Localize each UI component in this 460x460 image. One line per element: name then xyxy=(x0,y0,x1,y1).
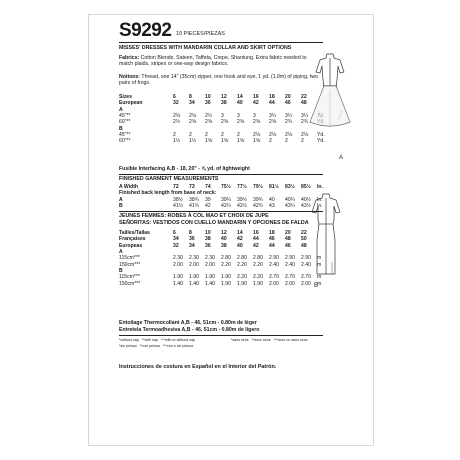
view-label: B xyxy=(119,267,123,274)
cell: 1.90 xyxy=(221,274,231,281)
cell: 39¾ xyxy=(253,196,263,203)
row-label: 45"** xyxy=(119,113,131,120)
cell: 2¾ xyxy=(285,119,293,126)
cell: 42 xyxy=(253,242,259,249)
french-title: JEUNES FEMMES: ROBES À COL MAO ET CHOIX DE JUPE xyxy=(119,213,269,219)
cell: 42¾ xyxy=(253,203,263,210)
cell: 40 xyxy=(221,236,227,243)
cell: 14 xyxy=(237,94,243,101)
cell: 3¼ xyxy=(301,113,309,120)
cell: 2 xyxy=(173,131,176,138)
cell: 8 xyxy=(189,94,192,101)
cell: 2 xyxy=(205,131,208,138)
cell: 1.90 xyxy=(205,274,215,281)
cell: 39½ xyxy=(237,196,247,203)
note: ***con o sin pelusa xyxy=(162,344,193,348)
cell: 2.00 xyxy=(269,280,279,287)
length-row xyxy=(119,203,323,209)
cell: 72 xyxy=(173,184,179,191)
cell: 2.00 xyxy=(301,280,311,287)
row-label: Françaises xyxy=(119,236,146,243)
cell: 38 xyxy=(205,236,211,243)
cell: 20 xyxy=(285,230,291,237)
cell: 2.90 xyxy=(301,255,311,262)
cell: 20 xyxy=(285,94,291,101)
unit: In. xyxy=(317,196,323,203)
cell: 2⅝ xyxy=(237,119,245,126)
note: **con pelusa xyxy=(139,344,160,348)
tailles-row xyxy=(119,230,321,236)
unit: m xyxy=(317,255,322,262)
cell: 2.20 xyxy=(253,274,263,281)
cell: 16 xyxy=(253,94,259,101)
cell: 48 xyxy=(301,100,307,107)
cell: 1.40 xyxy=(205,280,215,287)
yardage-table xyxy=(119,94,325,144)
cell: 40 xyxy=(237,242,243,249)
cell: 40¼ xyxy=(285,196,295,203)
cell: 2 xyxy=(237,131,240,138)
row-label: European xyxy=(119,100,143,107)
cell: 40 xyxy=(237,100,243,107)
cell: 2.40 xyxy=(269,261,279,268)
cell: 2 xyxy=(221,131,224,138)
cell: 12 xyxy=(221,94,227,101)
view-a-dress-illustration xyxy=(300,50,360,150)
finished-heading: FINISHED GARMENT MEASUREMENTS xyxy=(119,176,219,182)
row-label: Sizes xyxy=(119,94,133,101)
notions-label: Notions: xyxy=(119,74,141,80)
cell: 22 xyxy=(301,230,307,237)
cell: 2.90 xyxy=(269,255,279,262)
note: *sin pelusa xyxy=(119,344,137,348)
cell: 39¼ xyxy=(221,196,231,203)
row-label: A Width xyxy=(119,184,139,191)
cell: 1½ xyxy=(173,138,181,145)
divider xyxy=(119,335,323,336)
cell: 77½ xyxy=(237,184,247,191)
cell: 3 xyxy=(237,113,240,120)
cell: 34 xyxy=(189,242,195,249)
cell: 40 xyxy=(269,196,275,203)
cell: 2.20 xyxy=(253,261,263,268)
cell: 39 xyxy=(205,196,211,203)
entretela-line: Entretela Termoadhesiva A,B - 46, 51cm - 0.80m de ligero xyxy=(119,327,260,333)
fusible-interfacing: Fusible Interfacing A,B - 18, 20" - ⅝ yd. of lightweight xyxy=(119,166,250,172)
row-label: 115cm*** xyxy=(119,274,140,281)
cell: 1⅝ xyxy=(221,138,229,145)
metric-row xyxy=(119,280,321,286)
cell: 2.70 xyxy=(269,274,279,281)
unit: In. xyxy=(317,184,323,191)
spanish-title: SEÑORITAS: VESTIDOS CON CUELLO MANDARIN Y OPCIONES DE FALDA xyxy=(119,220,309,226)
cell: 2 xyxy=(285,138,288,145)
cell: 50 xyxy=(301,236,307,243)
cell: 18 xyxy=(269,230,275,237)
cell: 43½ xyxy=(301,203,311,210)
cell: 1½ xyxy=(189,138,197,145)
view-label: A xyxy=(119,249,123,256)
cell: 1.40 xyxy=(173,280,183,287)
divider xyxy=(119,42,323,43)
cell: 2.40 xyxy=(301,261,311,268)
metric-yardage-table xyxy=(119,230,321,287)
view-label: B xyxy=(119,125,123,132)
row-label: 60"** xyxy=(119,138,131,145)
view-b-dress-illustration xyxy=(304,190,348,280)
nap-notes-spanish xyxy=(119,344,193,348)
cell: 32 xyxy=(173,242,179,249)
cell: 18 xyxy=(269,94,275,101)
cell: 3 xyxy=(221,113,224,120)
cell: 32 xyxy=(173,100,179,107)
cell: 6 xyxy=(173,230,176,237)
view-a-label: A xyxy=(339,155,344,161)
cell: 1.90 xyxy=(189,274,199,281)
cell: 44 xyxy=(269,242,275,249)
note: **with nap xyxy=(141,338,158,342)
unit: m xyxy=(317,280,322,287)
cell: 2.20 xyxy=(221,261,231,268)
divider xyxy=(119,211,323,212)
cell: 2⅛ xyxy=(173,113,181,120)
unit: Yd. xyxy=(317,138,325,145)
cell: 48 xyxy=(301,242,307,249)
cell: 14 xyxy=(237,230,243,237)
cell: 2½ xyxy=(173,119,181,126)
cell: 16 xyxy=(253,230,259,237)
cell: 74 xyxy=(205,184,211,191)
view-b-label: B xyxy=(314,283,319,289)
fabrics-section xyxy=(119,55,319,67)
cell: 3 xyxy=(253,113,256,120)
cell: 2.00 xyxy=(285,280,295,287)
cell: 48 xyxy=(285,236,291,243)
cell: 38½ xyxy=(173,196,183,203)
cell: 42 xyxy=(237,236,243,243)
divider xyxy=(119,174,323,175)
cell: 2.70 xyxy=(301,274,311,281)
view-label: A xyxy=(119,106,123,113)
unit: m xyxy=(317,274,322,281)
cell: 2.80 xyxy=(237,255,247,262)
row-label: 115cm*** xyxy=(119,255,140,262)
pattern-title: MISSES' DRESSES WITH MANDARIN COLLAR AND SKIRT OPTIONS xyxy=(119,45,292,51)
cell: 83½ xyxy=(285,184,295,191)
yardage-row xyxy=(119,138,325,144)
cell: 43 xyxy=(269,203,275,210)
cell: 1⅝ xyxy=(253,138,261,145)
finished-measurements-table xyxy=(119,184,323,209)
note: *sans sens xyxy=(231,338,249,342)
cell: 2 xyxy=(269,138,272,145)
notions-section xyxy=(119,74,319,86)
cell: 34 xyxy=(189,100,195,107)
cell: 1.90 xyxy=(173,274,183,281)
cell: 2.20 xyxy=(237,274,247,281)
cell: 2 xyxy=(189,131,192,138)
cell: 3¼ xyxy=(285,113,293,120)
cell: 3¼ xyxy=(269,113,277,120)
cell: 42 xyxy=(253,100,259,107)
cell: 2.90 xyxy=(285,255,295,262)
row-label: B xyxy=(119,203,123,210)
pattern-number: S9292 xyxy=(119,20,172,41)
cell: 42½ xyxy=(237,203,247,210)
cell: 46 xyxy=(285,100,291,107)
cell: 2.00 xyxy=(205,261,215,268)
cell: 2⅝ xyxy=(189,119,197,126)
cell: 1⅝ xyxy=(237,138,245,145)
cell: 2.30 xyxy=(173,255,183,262)
cell: 2 xyxy=(301,138,304,145)
cell: 44 xyxy=(269,100,275,107)
cell: 42¼ xyxy=(221,203,231,210)
cell: 43¼ xyxy=(285,203,295,210)
cell: 2⅝ xyxy=(205,119,213,126)
cell: 2⅛ xyxy=(301,131,309,138)
cell: 2.00 xyxy=(189,261,199,268)
fabrics-label: Fabrics: xyxy=(119,55,140,61)
row-label: Tailles/Tallas xyxy=(119,230,150,237)
cell: 2.80 xyxy=(221,255,231,262)
entoilage-line: Entoilage Thermocollant A,B - 46, 51cm - 0.80m de léger xyxy=(119,320,257,326)
cell: 41¾ xyxy=(189,203,199,210)
cell: 1⅝ xyxy=(205,138,213,145)
cell: 2.80 xyxy=(253,255,263,262)
unit: In. xyxy=(317,203,323,210)
cell: 36 xyxy=(189,236,195,243)
row-label: 60"** xyxy=(119,119,131,126)
cell: 2.30 xyxy=(205,255,215,262)
cell: 44 xyxy=(253,236,259,243)
cell: 2⅛ xyxy=(269,131,277,138)
cell: 10 xyxy=(205,94,211,101)
cell: 2.40 xyxy=(285,261,295,268)
row-label: 45"** xyxy=(119,131,131,138)
row-label: Europeas xyxy=(119,242,143,249)
cell: 38 xyxy=(221,100,227,107)
note: **avec sens xyxy=(251,338,271,342)
notions-text: Thread, one 14" (35cm) zipper, one hook and eye, 1 yd. (1.0m) of piping, two pairs of frogs. xyxy=(119,74,318,87)
cell: 22 xyxy=(301,94,307,101)
cell: 1.90 xyxy=(221,280,231,287)
cell: 10 xyxy=(205,230,211,237)
cell: 38 xyxy=(221,242,227,249)
cell: 2½ xyxy=(205,113,213,120)
cell: 2.30 xyxy=(189,255,199,262)
note: ***with or without nap xyxy=(160,338,196,342)
note: ***avec ou sans sens xyxy=(273,338,308,342)
row-label: 150cm*** xyxy=(119,280,141,287)
cell: 2⅝ xyxy=(221,119,229,126)
pieces-count: 10 PIECES/PIEZAS xyxy=(176,31,225,37)
cell: 81½ xyxy=(269,184,279,191)
cell: 2⅛ xyxy=(189,113,197,120)
unit: m xyxy=(317,261,322,268)
cell: 1.40 xyxy=(189,280,199,287)
row-label: 150cm*** xyxy=(119,261,141,268)
cell: 2⅛ xyxy=(285,131,293,138)
fabrics-text: Cotton Blends, Sateen, Taffeta, Crepe, Shantung. Extra fabric needed to match plaids, stripes or one-way design fabrics. xyxy=(119,55,307,68)
unit: Yd. xyxy=(317,131,325,138)
cell: 46 xyxy=(269,236,275,243)
cell: 79½ xyxy=(253,184,263,191)
cell: 2.00 xyxy=(173,261,183,268)
cell: 42 xyxy=(205,203,211,210)
spanish-instructions-note: Instrucciones de costura en Español en el Interior del Patrón. xyxy=(119,364,277,370)
cell: 2¾ xyxy=(301,119,309,126)
cell: 41½ xyxy=(173,203,183,210)
cell: 6 xyxy=(173,94,176,101)
cell: 36 xyxy=(205,242,211,249)
cell: 38¾ xyxy=(189,196,199,203)
back-length-label: Finished back length from base of neck: xyxy=(119,190,217,197)
cell: 1.90 xyxy=(253,280,263,287)
cell: 34 xyxy=(173,236,179,243)
cell: 2⅛ xyxy=(253,131,261,138)
row-label: A xyxy=(119,196,123,203)
cell: 85½ xyxy=(301,184,311,191)
cell: 12 xyxy=(221,230,227,237)
cell: 75½ xyxy=(221,184,231,191)
cell: 40½ xyxy=(301,196,311,203)
nap-notes-english xyxy=(119,338,195,342)
cell: 8 xyxy=(189,230,192,237)
cell: 46 xyxy=(285,242,291,249)
note: *without nap xyxy=(119,338,139,342)
cell: 1.90 xyxy=(237,280,247,287)
cell: 2⅝ xyxy=(269,119,277,126)
cell: 2⅝ xyxy=(253,119,261,126)
cell: 73 xyxy=(189,184,195,191)
cell: 36 xyxy=(205,100,211,107)
cell: 2.70 xyxy=(285,274,295,281)
nap-notes-french xyxy=(231,338,308,342)
cell: 2.20 xyxy=(237,261,247,268)
